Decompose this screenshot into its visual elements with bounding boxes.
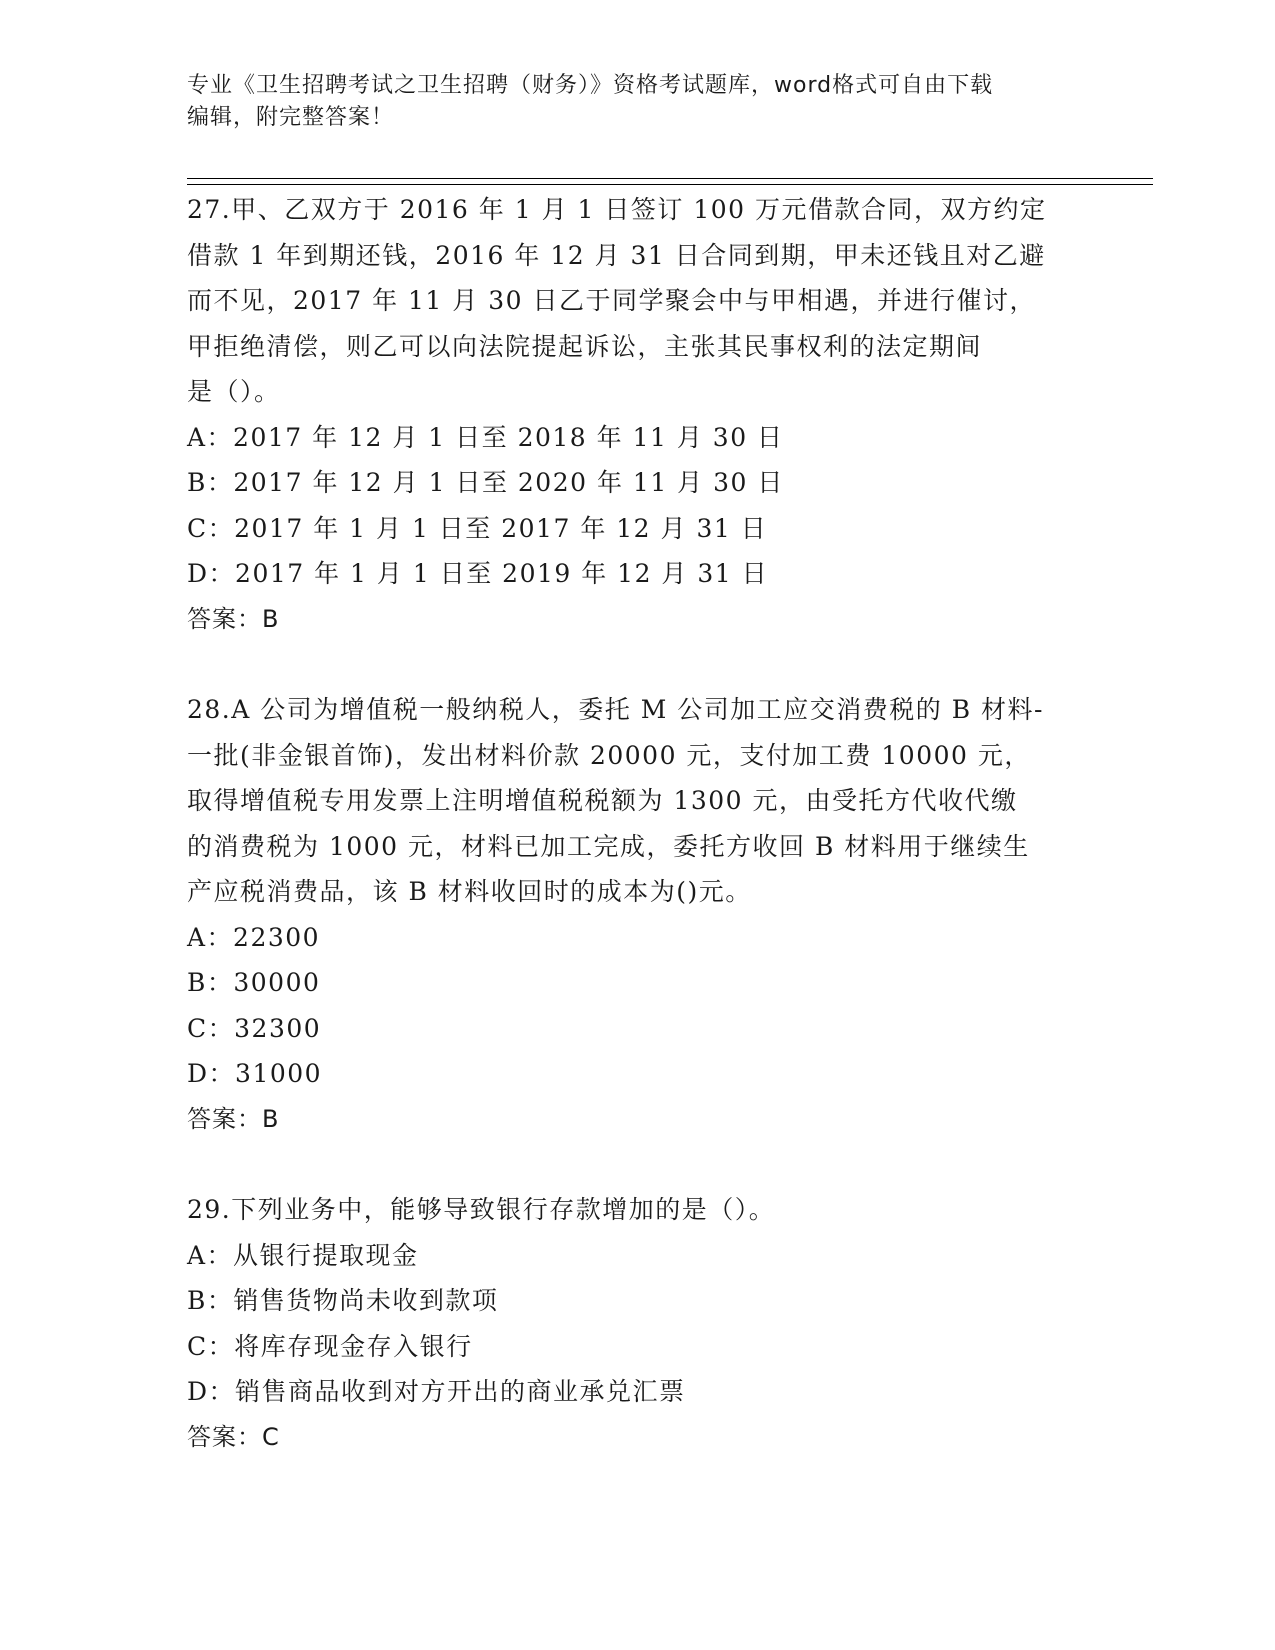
question-stem bbox=[187, 687, 1087, 915]
answer: 答案：B bbox=[187, 1104, 280, 1133]
stem-line: 而不见，2017 年 11 月 30 日乙于同学聚会中与甲相遇，并进行催讨， bbox=[187, 286, 1036, 315]
header-divider-bottom bbox=[187, 184, 1153, 185]
option-c: C：2017 年 1 月 1 日至 2017 年 12 月 31 日 bbox=[187, 513, 768, 543]
stem-line: 取得增值税专用发票上注明增值税税额为 1300 元，由受托方代收代缴 bbox=[187, 786, 1018, 815]
stem-line: 产应税消费品，该 B 材料收回时的成本为()元。 bbox=[187, 877, 752, 906]
header-line-1: 专业《卫生招聘考试之卫生招聘（财务）》资格考试题库，word格式可自由下载 bbox=[187, 73, 994, 98]
question-list bbox=[187, 187, 1087, 1460]
stem-line: 29.下列业务中，能够导致银行存款增加的是（）。 bbox=[187, 1195, 776, 1224]
document-header bbox=[187, 70, 1087, 134]
stem-line: 27.甲、乙双方于 2016 年 1 月 1 日签订 100 万元借款合同，双方约定 bbox=[187, 195, 1047, 224]
header-line-2: 编辑，附完整答案！ bbox=[187, 105, 395, 130]
stem-line: 一批(非金银首饰)，发出材料价款 20000 元，支付加工费 10000 元， bbox=[187, 740, 1031, 770]
option-b: B：2017 年 12 月 1 日至 2020 年 11 月 30 日 bbox=[187, 468, 784, 497]
option-a: A：22300 bbox=[187, 922, 321, 952]
option-c: C：将库存现金存入银行 bbox=[187, 1331, 473, 1361]
option-d: D：销售商品收到对方开出的商业承兑汇票 bbox=[187, 1377, 686, 1406]
option-d: D：2017 年 1 月 1 日至 2019 年 12 月 31 日 bbox=[187, 559, 769, 588]
question-28 bbox=[187, 687, 1087, 1142]
question-stem bbox=[187, 187, 1087, 415]
question-29 bbox=[187, 1187, 1087, 1460]
option-b: B：30000 bbox=[187, 968, 321, 997]
question-27 bbox=[187, 187, 1087, 642]
stem-line: 是（）。 bbox=[187, 377, 281, 406]
question-stem bbox=[187, 1187, 1087, 1233]
answer: 答案：C bbox=[187, 1422, 280, 1451]
stem-line: 甲拒绝清偿，则乙可以向法院提起诉讼，主张其民事权利的法定期间 bbox=[187, 331, 983, 361]
header-divider-top bbox=[187, 178, 1153, 179]
option-d: D：31000 bbox=[187, 1059, 323, 1088]
question-spacer bbox=[187, 642, 1087, 687]
option-b: B：销售货物尚未收到款项 bbox=[187, 1286, 499, 1315]
stem-line: 28.A 公司为增值税一般纳税人，委托 M 公司加工应交消费税的 B 材料- bbox=[187, 695, 1044, 724]
stem-line: 的消费税为 1000 元，材料已加工完成，委托方收回 B 材料用于继续生 bbox=[187, 831, 1030, 861]
option-a: A：2017 年 12 月 1 日至 2018 年 11 月 30 日 bbox=[187, 422, 784, 452]
answer: 答案：B bbox=[187, 604, 280, 633]
option-a: A：从银行提取现金 bbox=[187, 1240, 419, 1270]
question-spacer bbox=[187, 1142, 1087, 1187]
stem-line: 借款 1 年到期还钱，2016 年 12 月 31 日合同到期，甲未还钱且对乙避 bbox=[187, 240, 1046, 270]
option-c: C：32300 bbox=[187, 1013, 322, 1043]
